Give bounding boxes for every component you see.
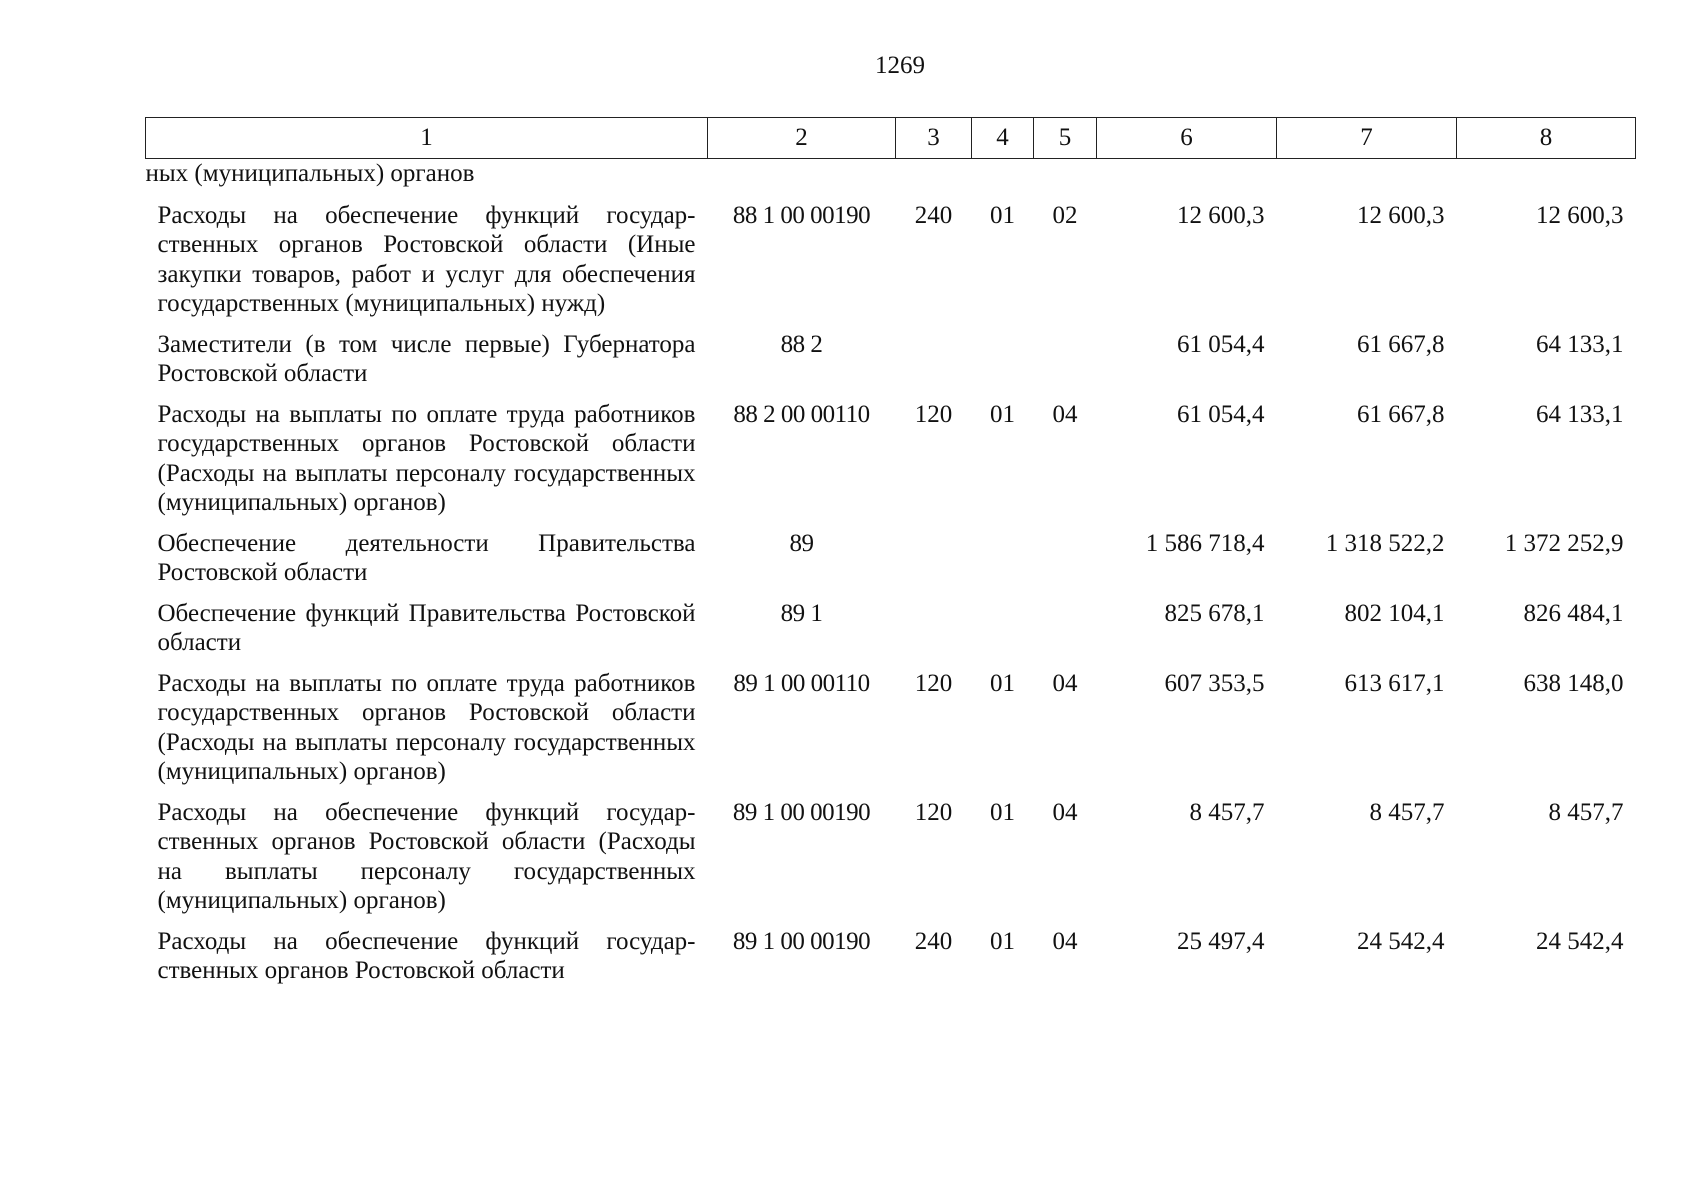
row-value-8: [1457, 159, 1636, 201]
row-value-7: 61 667,8: [1357, 330, 1445, 358]
table-row: [146, 599, 1636, 669]
row-value-8: 1 372 252,9: [1504, 529, 1624, 557]
header-row: [146, 118, 1636, 159]
column-header-6: 6: [1097, 118, 1277, 159]
row-col4: 01: [990, 669, 1015, 697]
row-col4: 01: [990, 201, 1015, 229]
row-col3: 240: [914, 201, 953, 229]
row-code: 89 1 00 00110: [733, 669, 870, 697]
row-name: Заместители (в том числе первые) Губернатора Ростовской области: [157, 330, 696, 387]
budget-table: [145, 117, 1636, 997]
row-value-6: [1097, 159, 1277, 201]
row-col4: 01: [990, 798, 1015, 826]
row-value-7: 613 617,1: [1344, 669, 1445, 697]
row-code: 88 2: [780, 330, 823, 358]
row-value-7: [1277, 159, 1457, 201]
row-name: Расходы на обеспечение функций государственных органов Ростовской области (Иные закупки товаров, работ и услуг для обеспечения государственных (муниципальных) нужд): [157, 201, 696, 317]
row-code: [708, 159, 896, 201]
row-col3: [896, 599, 972, 669]
row-col5: [1034, 330, 1097, 400]
column-header-4: 4: [972, 118, 1034, 159]
column-header-2: 2: [708, 118, 896, 159]
row-value-6: 61 054,4: [1177, 400, 1265, 428]
row-value-6: 12 600,3: [1177, 201, 1265, 229]
row-value-7: 802 104,1: [1344, 599, 1445, 627]
row-value-8: 8 457,7: [1548, 798, 1624, 826]
row-col5: [1034, 599, 1097, 669]
row-value-6: 25 497,4: [1177, 927, 1265, 955]
row-name: Расходы на обеспечение функций государственных органов Ростовской области: [157, 927, 696, 984]
column-header-8: 8: [1457, 118, 1636, 159]
table-row: [146, 400, 1636, 529]
row-value-8: 12 600,3: [1536, 201, 1624, 229]
row-code: 89 1: [780, 599, 823, 627]
row-name: Расходы на выплаты по оплате труда работников государственных органов Ростовской области (Расходы на выплаты персоналу государственных (муниципальных) органов): [157, 400, 696, 516]
row-col4: [972, 529, 1034, 599]
row-col4: [972, 159, 1034, 201]
table-row: [146, 201, 1636, 330]
row-col5: [1034, 159, 1097, 201]
row-col3: 120: [914, 400, 953, 428]
row-name: Расходы на обеспечение функций государственных органов Ростовской области (Расходы на выплаты персоналу государственных (муниципальных) органов): [157, 798, 696, 914]
row-name: Расходы на выплаты по оплате труда работников государственных органов Ростовской области (Расходы на выплаты персоналу государственных (муниципальных) органов): [157, 669, 696, 785]
row-value-7: 12 600,3: [1357, 201, 1445, 229]
row-value-6: 61 054,4: [1177, 330, 1265, 358]
row-col5: 04: [1052, 669, 1078, 697]
row-col3: [896, 159, 972, 201]
row-code: 88 1 00 00190: [732, 201, 871, 229]
table-row: [146, 798, 1636, 927]
row-value-8: 24 542,4: [1536, 927, 1624, 955]
row-col5: 04: [1052, 798, 1078, 826]
row-value-8: 638 148,0: [1523, 669, 1624, 697]
row-col4: 01: [990, 927, 1015, 955]
row-code: 89 1 00 00190: [732, 927, 871, 955]
row-col3: 240: [914, 927, 953, 955]
row-col5: 04: [1052, 400, 1078, 428]
row-value-7: 1 318 522,2: [1325, 529, 1445, 557]
row-value-7: 61 667,8: [1357, 400, 1445, 428]
row-value-6: 607 353,5: [1164, 669, 1265, 697]
row-value-8: 64 133,1: [1536, 330, 1624, 358]
row-name: ных (муниципальных) органов: [145, 160, 475, 187]
row-col4: [972, 330, 1034, 400]
column-header-7: 7: [1277, 118, 1457, 159]
row-value-8: 826 484,1: [1523, 599, 1624, 627]
row-value-6: 8 457,7: [1189, 798, 1265, 826]
row-col3: 120: [914, 798, 953, 826]
row-col5: 04: [1052, 927, 1078, 955]
row-col3: 120: [914, 669, 953, 697]
row-col3: [896, 330, 972, 400]
row-value-7: 8 457,7: [1369, 798, 1445, 826]
column-header-3: 3: [896, 118, 972, 159]
row-value-6: 825 678,1: [1164, 599, 1265, 627]
row-value-8: 64 133,1: [1536, 400, 1624, 428]
table-row: [146, 669, 1636, 798]
table-header: [146, 118, 1636, 159]
row-col4: 01: [990, 400, 1015, 428]
page-number: 1269: [875, 52, 925, 79]
row-code: 88 2 00 00110: [733, 400, 870, 428]
row-value-7: 24 542,4: [1357, 927, 1445, 955]
row-value-6: 1 586 718,4: [1145, 529, 1265, 557]
row-col4: [972, 599, 1034, 669]
table-row: [146, 529, 1636, 599]
row-col5: [1034, 529, 1097, 599]
row-name: Обеспечение функций Правительства Ростовской области: [157, 599, 696, 656]
column-header-1: 1: [146, 118, 708, 159]
table-body: [146, 159, 1636, 997]
row-col5: 02: [1052, 201, 1078, 229]
row-col3: [896, 529, 972, 599]
table-row: [146, 159, 1636, 201]
table-row: [146, 330, 1636, 400]
row-code: 89: [789, 529, 814, 557]
column-header-5: 5: [1034, 118, 1097, 159]
row-name: Обеспечение деятельности Правительства Ростовской области: [157, 529, 696, 586]
row-code: 89 1 00 00190: [732, 798, 871, 826]
table-row: [146, 927, 1636, 997]
